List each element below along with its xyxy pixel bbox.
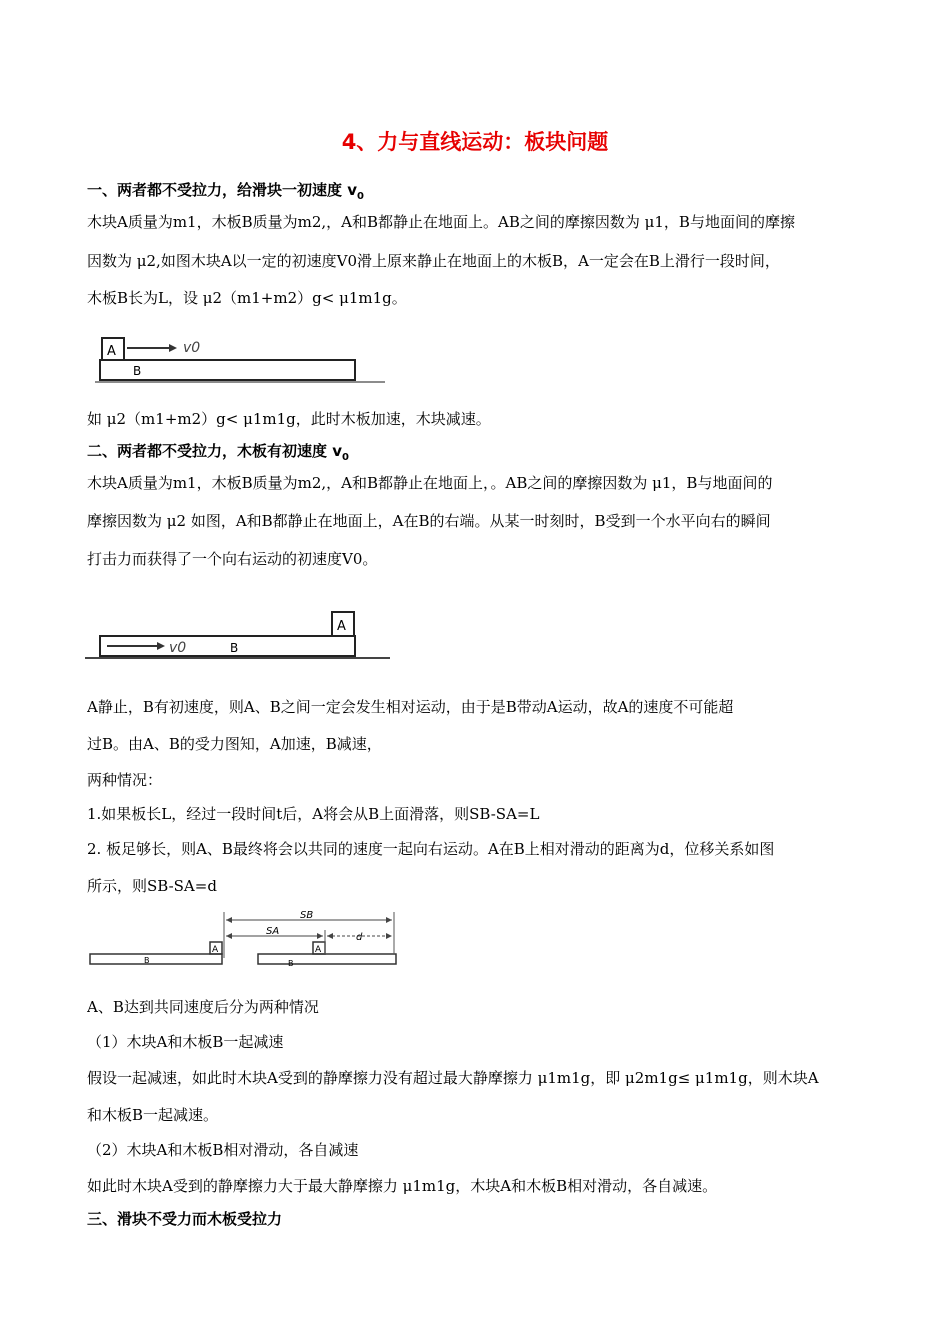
sa-arrow-head-right xyxy=(317,933,323,939)
s2-sub-1-line-2: 和木板B一起减速。 xyxy=(87,1106,219,1124)
board-b-left-rect xyxy=(90,954,222,964)
s2-sub-2-title: （2）木块A和木板B相对滑动，各自减速 xyxy=(87,1141,359,1159)
figure-block-slides-on-board xyxy=(95,332,395,388)
board-b-label: B xyxy=(230,641,239,655)
velocity-label: v0 xyxy=(169,640,187,656)
s2-para-line-3: 打击力而获得了一个向右运动的初速度V0。 xyxy=(87,550,378,568)
sb-arrow-head-left xyxy=(226,917,232,923)
board-b-label: B xyxy=(133,364,142,378)
s1-para-line-2: 因数为 μ2,如图木块A以一定的初速度V0滑上原来静止在地面上的木板B，A一定会在B上滑行一段时间， xyxy=(87,252,780,270)
section-2-heading xyxy=(87,441,867,461)
s2-sub-1-title: （1）木块A和木板B一起减速 xyxy=(87,1033,284,1051)
s2-sub-1-line-1: 假设一起减速，如此时木块A受到的静摩擦力没有超过最大静摩擦力 μ1m1g，即 μ2m1g≤ μ1m1g，则木块A xyxy=(87,1069,819,1087)
sb-arrow-head-right xyxy=(386,917,392,923)
block-a-label: A xyxy=(107,344,116,359)
velocity-arrow-head xyxy=(157,642,165,650)
board-b-right-rect xyxy=(258,954,396,964)
s2-para-3: 两种情况： xyxy=(87,771,163,789)
s2-para-line-1: 木块A质量为m1，木板B质量为m2,，A和B都静止在地面上，。AB之间的摩擦因数为 μ1，B与地面间的 xyxy=(87,474,773,492)
block-a-right-label: A xyxy=(315,945,322,955)
block-a-left-label: A xyxy=(212,945,219,955)
figure-board-with-velocity xyxy=(85,608,395,670)
s1-para-line-1: 木块A质量为m1，木板B质量为m2,，A和B都静止在地面上。AB之间的摩擦因数为 μ1，B与地面间的摩擦 xyxy=(87,213,795,231)
s2-sub-2-line-1: 如此时木块A受到的静摩擦力大于最大静摩擦力 μ1m1g，木块A和木板B相对滑动，各自减速。 xyxy=(87,1177,718,1195)
board-b-right-label: B xyxy=(288,959,294,968)
s2-case-2-line-1: 2. 板足够长，则A、B最终将会以共同的速度一起向右运动。A在B上相对滑动的距离为d，位移关系如图 xyxy=(87,840,775,858)
s2-para-line-2: 摩擦因数为 μ2 如图，A和B都静止在地面上，A在B的右端。从某一时刻时，B受到一个水平向右的瞬间 xyxy=(87,512,771,530)
section-1-heading xyxy=(87,180,867,200)
s2-para-2-line-1: A静止，B有初速度，则A、B之间一定会发生相对运动，由于是B带动A运动，故A的速度不可能超 xyxy=(87,698,734,716)
figure-displacement-relation xyxy=(88,908,400,970)
d-arrow-head-left xyxy=(327,933,333,939)
page-title: 4、力与直线运动：板块问题 xyxy=(341,130,609,154)
section-1-heading-sub: 0 xyxy=(357,191,364,200)
s1-para-2: 如 μ2（m1+m2）g< μ1m1g，此时木板加速，木块减速。 xyxy=(87,410,491,428)
section-2-heading-text: 二、两者都不受拉力，木板有初速度 v xyxy=(87,442,343,460)
section-2-heading-sub: 0 xyxy=(342,452,349,461)
s2-para-2-line-2: 过B。由A、B的受力图知，A加速，B减速， xyxy=(87,735,382,753)
d-arrow-head-right xyxy=(386,933,392,939)
s2-case-2-line-2: 所示，则SB-SA=d xyxy=(87,877,217,895)
velocity-arrow-head xyxy=(169,344,177,352)
section-3-heading: 三、滑块不受力而木板受拉力 xyxy=(87,1210,283,1228)
s2-after-common-speed: A、B达到共同速度后分为两种情况 xyxy=(87,998,319,1016)
sb-label: SB xyxy=(300,910,314,921)
velocity-label: v0 xyxy=(183,340,201,356)
s2-case-1: 1.如果板长L，经过一段时间t后，A将会从B上面滑落，则SB-SA=L xyxy=(87,805,540,823)
sa-label: SA xyxy=(266,926,280,937)
sa-arrow-head-left xyxy=(226,933,232,939)
block-a-label: A xyxy=(337,619,346,634)
s1-para-line-3: 木板B长为L，设 μ2（m1+m2）g< μ1m1g。 xyxy=(87,289,407,307)
board-b-left-label: B xyxy=(144,956,150,965)
section-1-heading-text: 一、两者都不受拉力，给滑块一初速度 v xyxy=(87,181,358,199)
d-label: d xyxy=(356,932,363,943)
